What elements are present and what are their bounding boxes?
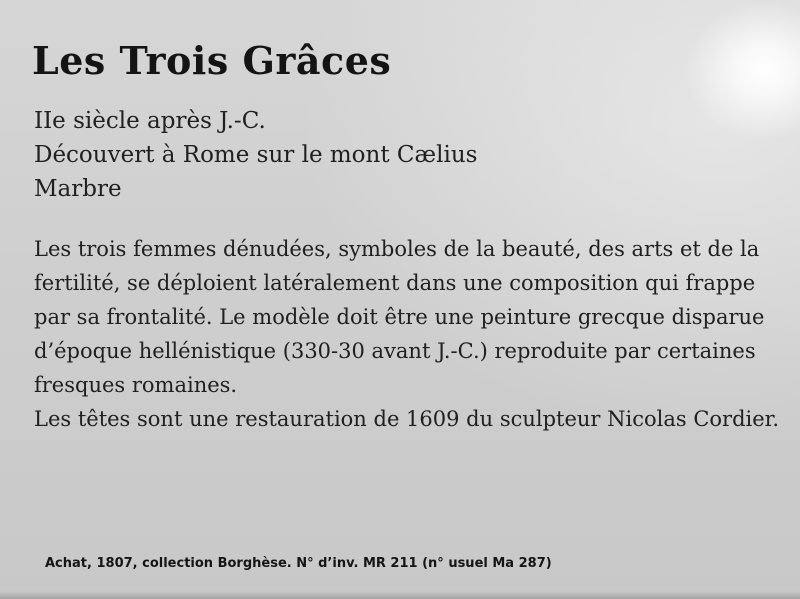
artwork-date: IIe siècle après J.-C. xyxy=(34,108,266,134)
description-paragraph: Les têtes sont une restauration de 1609 du sculpteur Nicolas Cordier. xyxy=(34,407,780,431)
placard-title: Les Trois Grâces xyxy=(32,38,392,83)
artwork-material: Marbre xyxy=(34,176,122,202)
artwork-details xyxy=(34,104,477,206)
acquisition-credit: Achat, 1807, collection Borghèse. N° d’inv. MR 211 (n° usuel Ma 287) xyxy=(45,556,552,571)
artwork-provenance: Découvert à Rome sur le mont Cælius xyxy=(34,142,478,168)
placard-bottom-edge xyxy=(0,591,800,599)
artwork-description xyxy=(34,232,782,436)
description-paragraph: Les trois femmes dénudées, symboles de la beauté, des arts et de la fertilité, se déploient latéralement dans une composition qui frappe par sa frontalité. Le modèle doit être une peinture grecque disparue d’époque hellénistique (330-30 avant J.-C.) reproduite par certaines fresques romaines. xyxy=(34,237,765,397)
